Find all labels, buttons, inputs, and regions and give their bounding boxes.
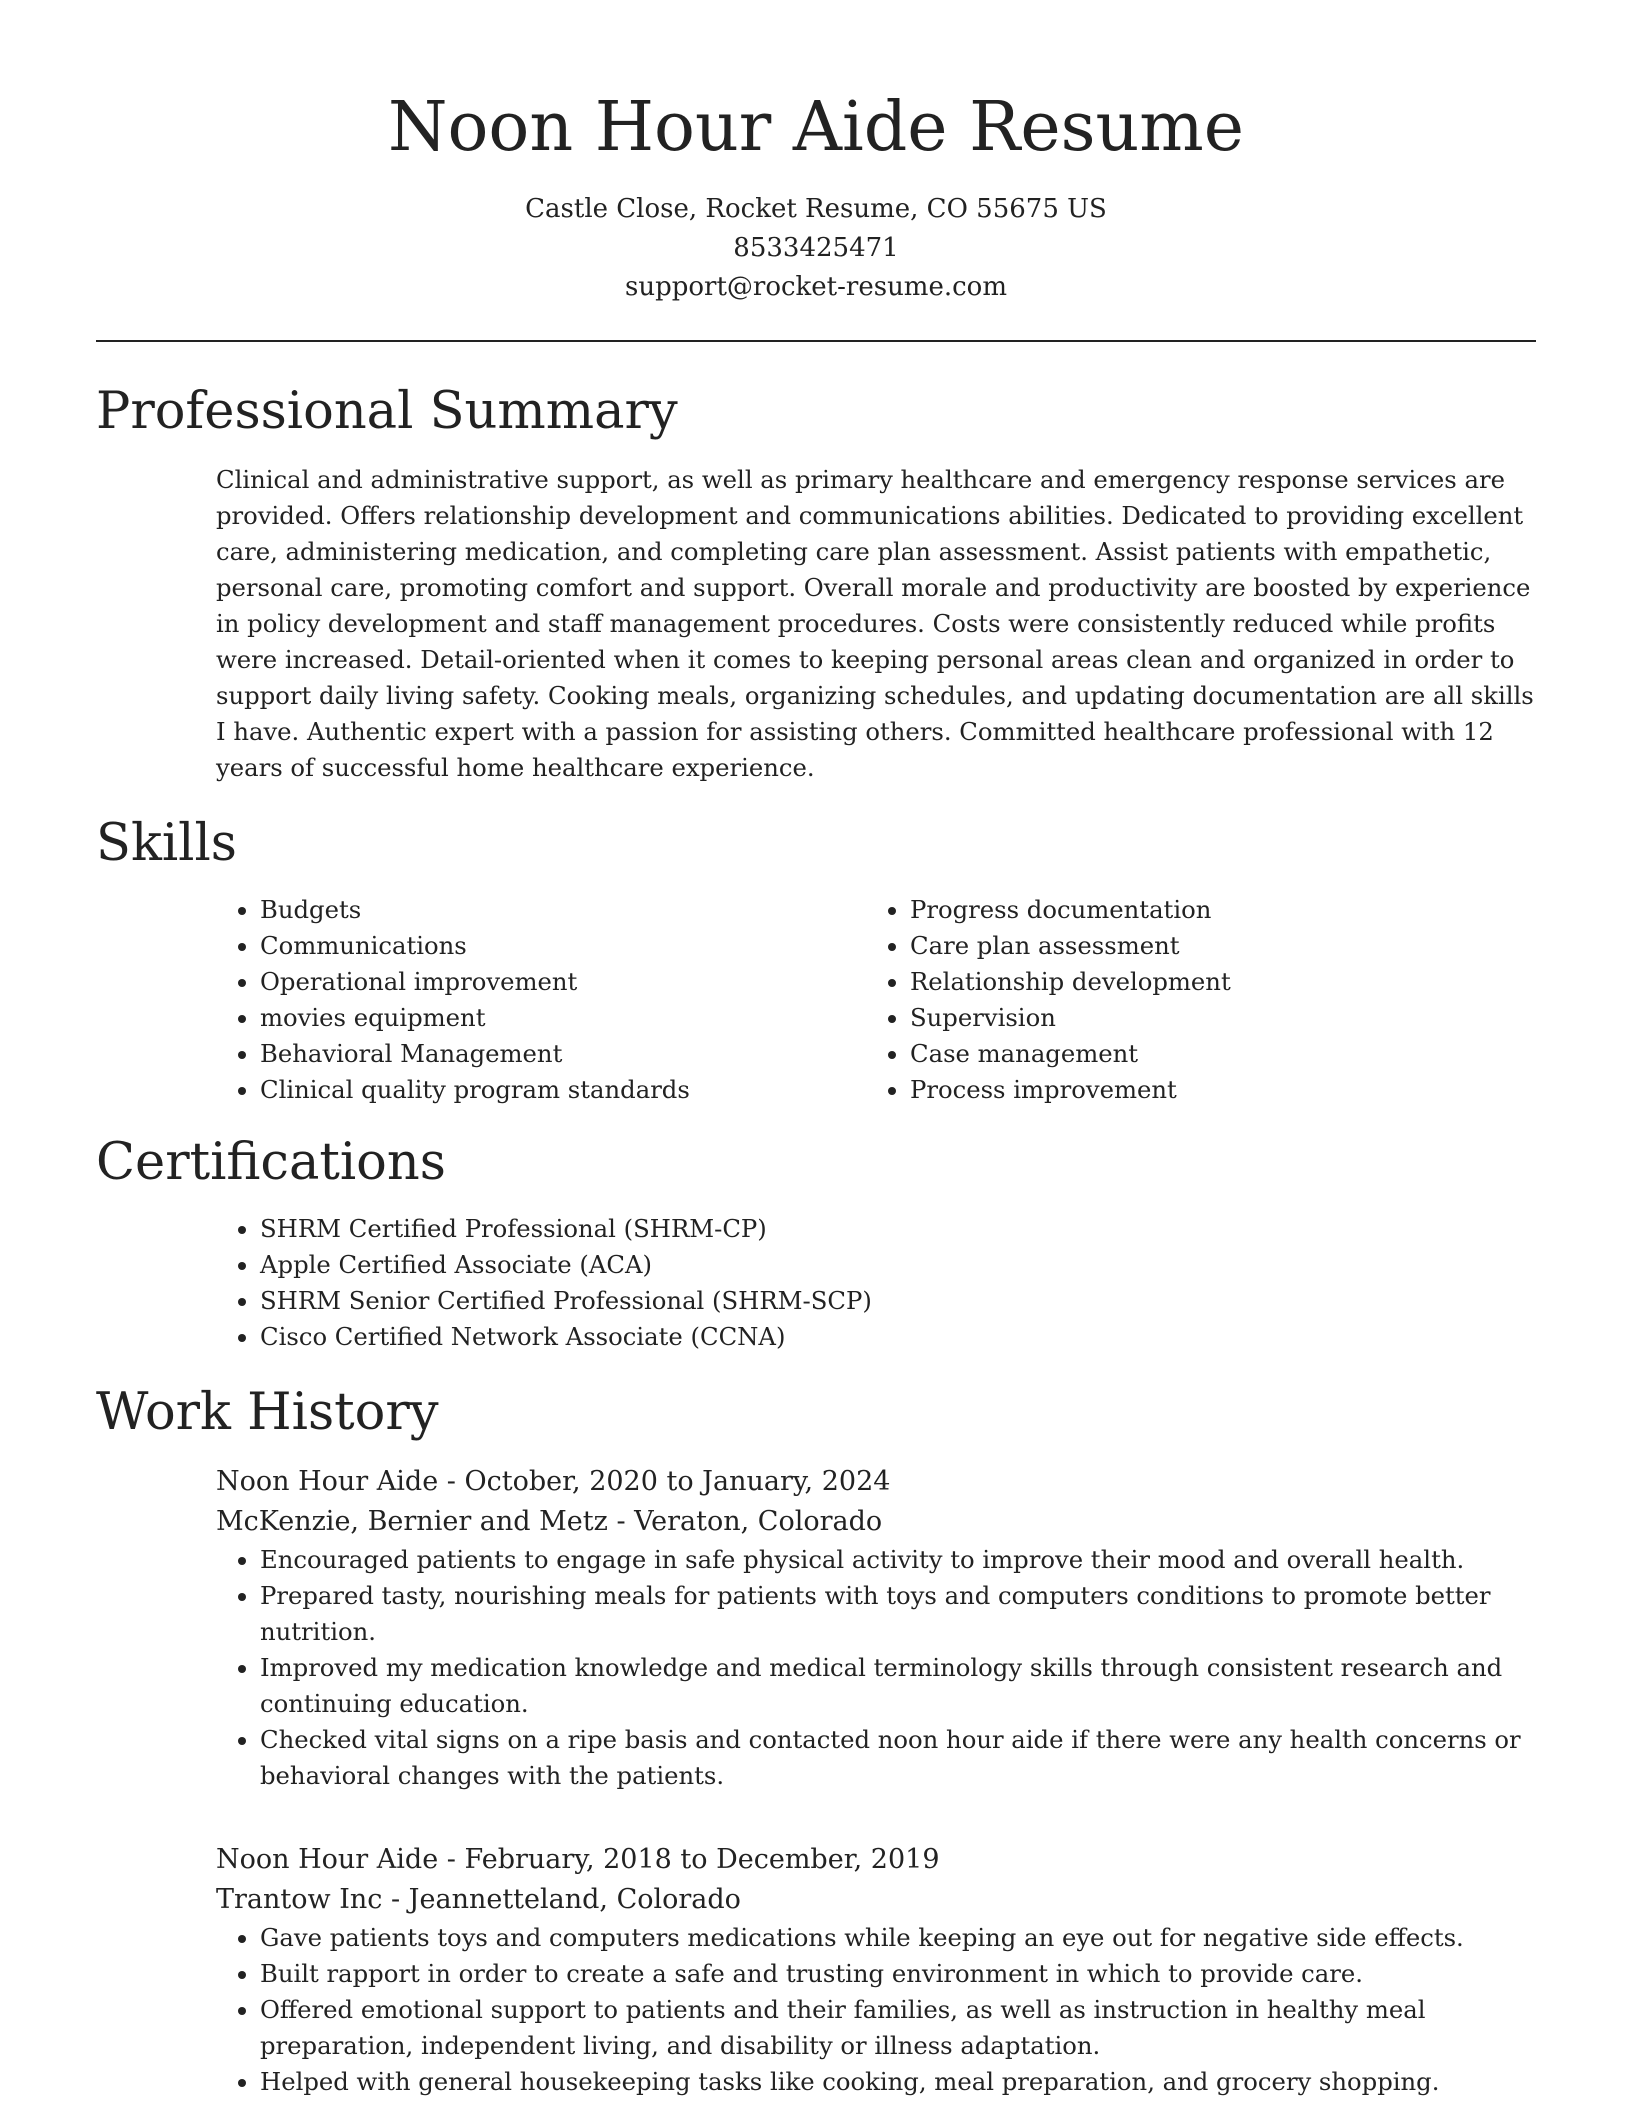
job-entry bbox=[216, 1462, 1536, 1794]
job-bullet: • Checked vital signs on a ripe basis and contacted noon hour aide if there were any health concerns or behavioral changes with the patients. bbox=[260, 1722, 1536, 1794]
job-bullets bbox=[216, 1920, 1536, 2100]
certification-item: • SHRM Certified Professional (SHRM-CP) bbox=[260, 1211, 1536, 1247]
contact-address: Castle Close, Rocket Resume, CO 55675 US bbox=[525, 194, 1107, 224]
job-bullet: • Improved my medication knowledge and medical terminology skills through consistent research and continuing education. bbox=[260, 1650, 1536, 1722]
work-history-heading: Work History bbox=[96, 1383, 439, 1442]
resume-header bbox=[0, 0, 1632, 307]
skill-item: • Relationship development bbox=[910, 964, 1516, 1000]
skill-item: • Budgets bbox=[260, 892, 866, 928]
skills-heading: Skills bbox=[96, 814, 237, 873]
skill-item: • Supervision bbox=[910, 1000, 1516, 1036]
job-title-dates: Noon Hour Aide - October, 2020 to January, 2024 bbox=[216, 1466, 891, 1497]
contact-phone: 8533425471 bbox=[733, 233, 899, 263]
skill-item: • Clinical quality program standards bbox=[260, 1072, 866, 1108]
job-bullet: • Gave patients toys and computers medications while keeping an eye out for negative side effects. bbox=[260, 1920, 1536, 1956]
job-bullet: • Offered emotional support to patients and their families, as well as instruction in healthy meal preparation, independent living, and disability or illness adaptation. bbox=[260, 1992, 1536, 2064]
job-company-location: Trantow Inc - Jeannetteland, Colorado bbox=[216, 1884, 741, 1915]
job-bullet: • Encouraged patients to engage in safe physical activity to improve their mood and overall health. bbox=[260, 1542, 1536, 1578]
skill-item: • Case management bbox=[910, 1036, 1516, 1072]
job-company-location: McKenzie, Bernier and Metz - Veraton, Colorado bbox=[216, 1506, 883, 1537]
contact-block bbox=[0, 190, 1632, 307]
job-entry bbox=[216, 1840, 1536, 2100]
certification-item: • Cisco Certified Network Associate (CCNA) bbox=[260, 1319, 1536, 1355]
skill-item: • movies equipment bbox=[260, 1000, 866, 1036]
skill-item: • Behavioral Management bbox=[260, 1036, 866, 1072]
summary-text: Clinical and administrative support, as well as primary healthcare and emergency response services are provided. Offers relationship development and communications abilities. Dedicated to providing excellent care, administering medication, and completing care plan assessment. Assist patients with empathetic, personal care, promoting comfort and support. Overall morale and productivity are boosted by experience in policy development and staff management procedures. Costs were consistently reduced while profits were increased. Detail-oriented when it comes to keeping personal areas clean and organized in order to support daily living safety. Cooking meals, organizing schedules, and updating documentation are all skills I have. Authentic expert with a passion for assisting others. Committed healthcare professional with 12 years of successful home healthcare experience. bbox=[216, 465, 1534, 782]
skill-item: • Process improvement bbox=[910, 1072, 1516, 1108]
resume-title: Noon Hour Aide Resume bbox=[387, 88, 1245, 167]
skill-item: • Communications bbox=[260, 928, 866, 964]
job-bullet: • Built rapport in order to create a safe and trusting environment in which to provide care. bbox=[260, 1956, 1536, 1992]
skill-item: • Operational improvement bbox=[260, 964, 866, 1000]
skills-column-left bbox=[216, 892, 866, 1108]
skill-item: • Care plan assessment bbox=[910, 928, 1516, 964]
job-title-dates: Noon Hour Aide - February, 2018 to December, 2019 bbox=[216, 1844, 940, 1875]
summary-heading: Professional Summary bbox=[96, 382, 678, 441]
skill-item: • Progress documentation bbox=[910, 892, 1516, 928]
certification-item: • SHRM Senior Certified Professional (SHRM-SCP) bbox=[260, 1283, 1536, 1319]
job-bullet: • Prepared tasty, nourishing meals for patients with toys and computers conditions to promote better nutrition. bbox=[260, 1578, 1536, 1650]
skills-list bbox=[216, 892, 1536, 1108]
certifications-list bbox=[216, 1211, 1536, 1355]
header-divider bbox=[96, 340, 1536, 342]
contact-email: support@rocket-resume.com bbox=[624, 272, 1007, 302]
skills-column-right bbox=[866, 892, 1516, 1108]
job-bullet: • Helped with general housekeeping tasks like cooking, meal preparation, and grocery shopping. bbox=[260, 2064, 1536, 2100]
certifications-heading: Certifications bbox=[96, 1133, 446, 1192]
job-bullets bbox=[216, 1542, 1536, 1794]
certification-item: • Apple Certified Associate (ACA) bbox=[260, 1247, 1536, 1283]
